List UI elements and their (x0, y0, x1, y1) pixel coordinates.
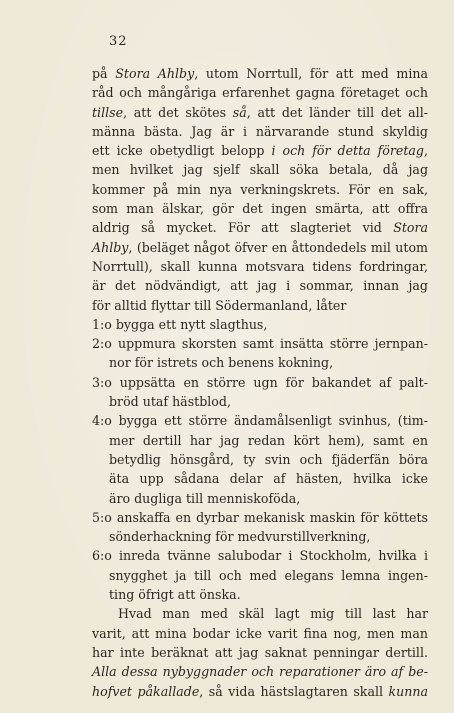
list-item: 4:o bygga ett större ändamålsenligt svinhus, (tim- (92, 413, 428, 429)
text-line: är det nödvändigt, att jag i sommar, innan jag (92, 278, 428, 294)
text-line: Alla dessa nybyggnader och reparationer äro af be- (92, 664, 428, 680)
text-line: för alltid flyttar till Södermanland, låter (92, 297, 347, 313)
text-line: varit, att mina bodar icke varit fina nog, men man (92, 625, 428, 641)
text-line: kommer på min nya verkningskrets. För en sak, (92, 181, 428, 197)
text-line: ett icke obetydligt belopp i och för detta företag, (92, 143, 429, 159)
page-number: 32 (109, 34, 128, 49)
list-item-continuation: ting öfrigt att önska. (109, 587, 241, 603)
list-item: 2:o uppmura skorsten samt insätta större jernpan- (92, 336, 428, 352)
list-item: 6:o inreda tvänne salubodar i Stockholm, hvilka i (92, 548, 428, 564)
list-item-continuation: betydlig hönsgård, ty svin och fjäderfän böra (109, 451, 428, 467)
list-item: 1:o bygga ett nytt slagthus, (92, 316, 268, 332)
text-line: råd och mångåriga erfarenhet gagna företaget och (92, 85, 428, 101)
list-item-continuation: bröd utaf hästblod, (109, 394, 231, 410)
text-line: Hvad man med skäl lagt mig till last har (118, 606, 428, 622)
list-item-continuation: äta upp sådana delar af hästen, hvilka icke (109, 471, 428, 487)
text-line: på Stora Ahlby, utom Norrtull, för att med mina (92, 66, 429, 81)
list-item-continuation: nor för istrets och benens kokning, (109, 355, 334, 371)
list-item-continuation: mer dertill har jag redan kört hem), samt en (109, 432, 428, 448)
list-item: 5:o anskaffa en dyrbar mekanisk maskin för köttets (92, 509, 428, 525)
text-line: Norrtull), skall kunna motsvara tidens fordringar, (92, 258, 428, 274)
text-line: aldrig så mycket. För att slagteriet vid Stora (92, 220, 428, 236)
text-line: har inte beräknat att jag saknat penningar dertill. (92, 644, 428, 660)
list-item-continuation: äro dugliga till menniskoföda, (109, 490, 301, 506)
text-line: som man älskar, gör det ingen smärta, att offra (92, 201, 428, 217)
text-line: Ahlby, (beläget något öfver en åttondedels mil utom (92, 239, 428, 255)
text-line: männa bästa. Jag är i närvarande stund skyldig (92, 123, 428, 139)
list-item-continuation: snygghet ja till och med elegans lemna ingen- (109, 567, 428, 583)
body-text (92, 64, 428, 701)
text-line: hofvet påkallade, så vida hästslagtaren skall kunna (92, 683, 428, 699)
list-item: 3:o uppsätta en större ugn för bakandet af palt- (92, 374, 428, 390)
list-item-continuation: sönderhackning för medvurstillverkning, (109, 529, 371, 545)
text-line: men hvilket jag sjelf skall söka betala, då jag (92, 162, 428, 178)
text-line: tillse, att det skötes så, att det länder till det all- (92, 104, 428, 120)
